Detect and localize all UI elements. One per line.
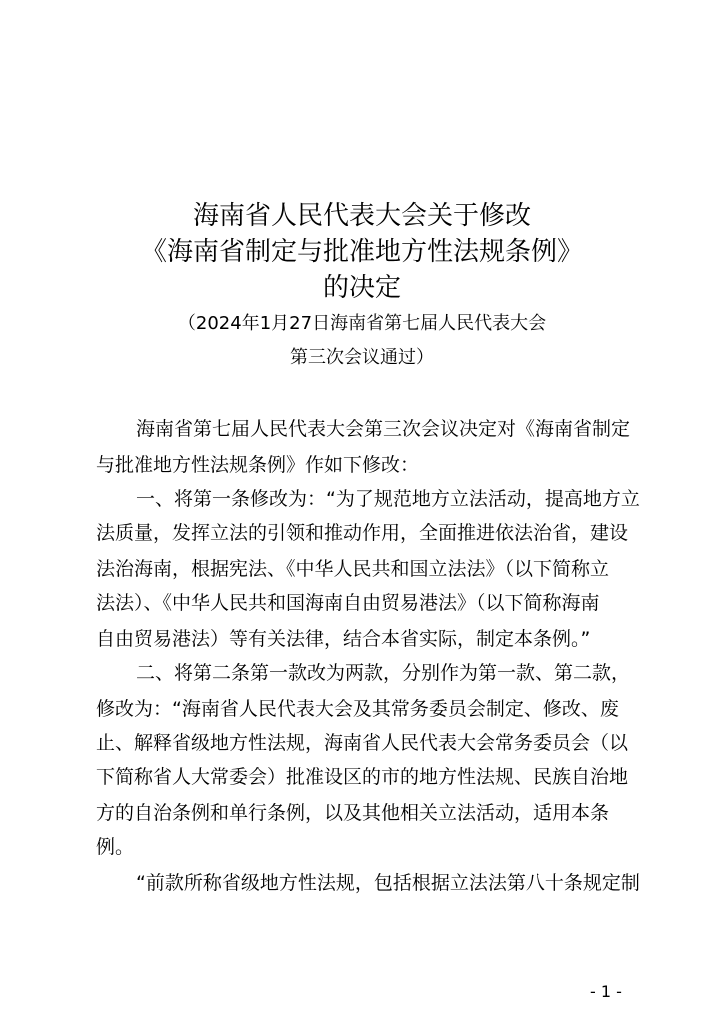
body-line: 法法）、《中华人民共和国海南自由贸易港法》（以下简称海南 <box>96 592 600 614</box>
body-line: 法治海南，根据宪法、《中华人民共和国立法法》（以下简称立 <box>96 558 610 580</box>
body-line: 二、将第二条第一款改为两款，分别作为第一款、第二款， <box>136 662 631 684</box>
body-line: 方的自治条例和单行条例，以及其他相关立法活动，适用本条 <box>96 802 610 824</box>
title-line-2: 《海南省制定与批准地方性法规条例》 <box>140 237 583 267</box>
body-line: 法质量，发挥立法的引领和推动作用，全面推进依法治省，建设 <box>96 522 629 544</box>
body-line: 下简称省人大常委会）批准设区的市的地方性法规、民族自治地 <box>96 766 629 788</box>
body-line: “前款所称省级地方性法规，包括根据立法法第八十条规定制 <box>136 872 640 894</box>
body-line: 与批准地方性法规条例》作如下修改： <box>96 454 420 476</box>
body-line: 海南省第七届人民代表大会第三次会议决定对《海南省制定 <box>136 418 631 440</box>
body-line: 例。 <box>96 836 135 858</box>
title-line-3: 的决定 <box>322 273 401 303</box>
body-line: 止、解释省级地方性法规，海南省人民代表大会常务委员会（以 <box>96 732 629 754</box>
body-line: 修改为：“海南省人民代表大会及其常务委员会制定、修改、废 <box>96 698 619 720</box>
body-line: 一、将第一条修改为：“为了规范地方立法活动，提高地方立 <box>136 488 640 510</box>
subtitle-line-1: （2024年1月27日海南省第七届人民代表大会 <box>177 313 547 334</box>
title-line-1: 海南省人民代表大会关于修改 <box>192 201 531 231</box>
page-number: - 1 - <box>590 982 622 1001</box>
body-line: 自由贸易港法）等有关法律，结合本省实际，制定本条例。” <box>96 628 591 650</box>
subtitle-line-2: 第三次会议通过） <box>290 347 434 368</box>
